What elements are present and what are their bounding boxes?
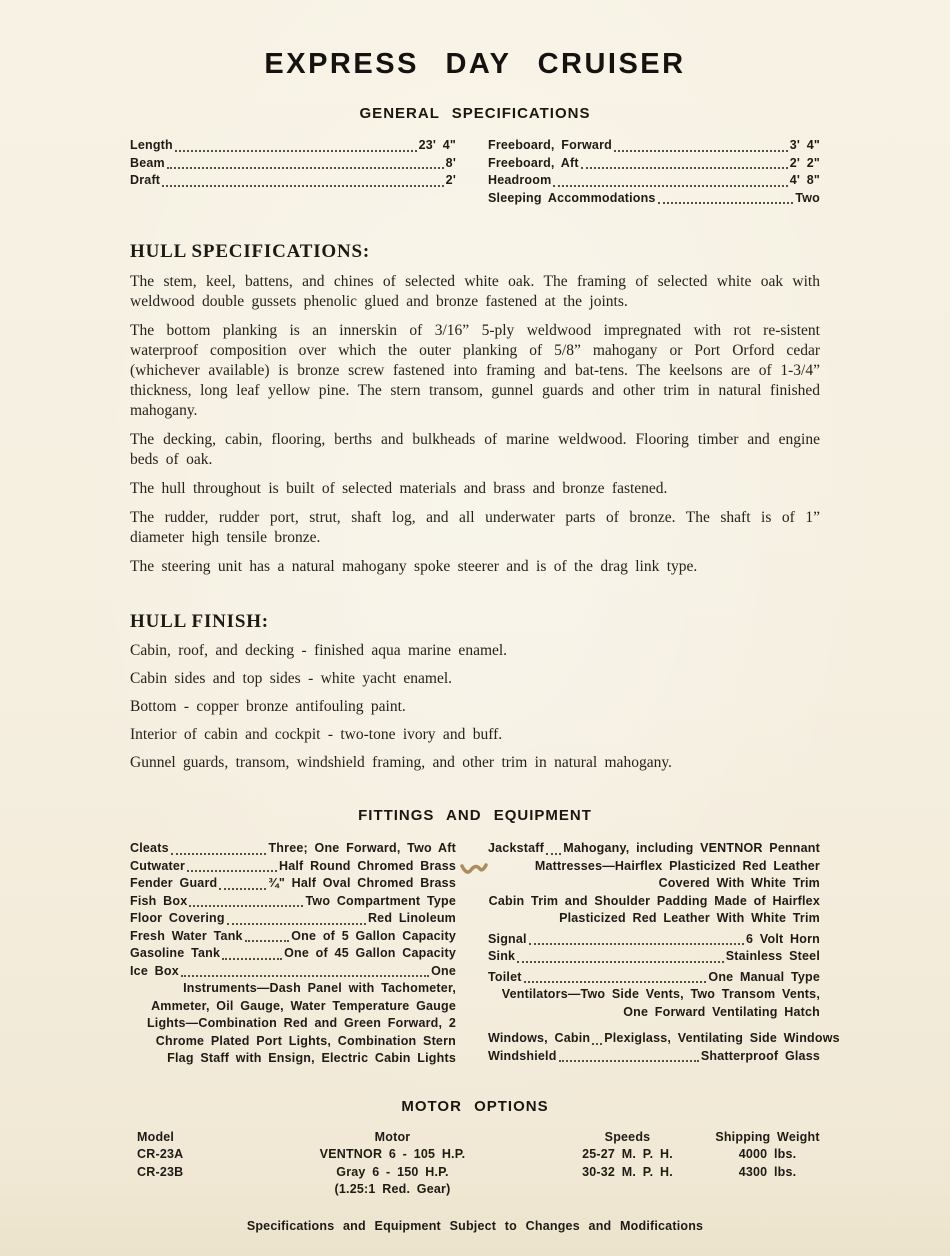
table-cell-motor: VENTNOR 6 - 105 H.P.	[319, 1147, 466, 1161]
general-specifications-heading: GENERAL SPECIFICATIONS	[359, 105, 591, 122]
hull-finish-line: Cabin sides and top sides - white yacht enamel.	[130, 670, 453, 687]
fitting-row-windows-cabin: Windows, Cabin Plexiglass, Ventilating Side Windows	[488, 1031, 840, 1045]
column-header-model: Model	[137, 1129, 175, 1144]
disclaimer-text: Specifications and Equipment Subject to Changes and Modifications	[246, 1218, 704, 1233]
column-header-speeds: Speeds	[604, 1129, 651, 1144]
hull-specifications-heading: HULL SPECIFICATIONS:	[130, 241, 371, 262]
fitting-row-jackstaff: Jackstaff Mahogany, including VENTNOR Pennant	[488, 841, 820, 855]
fitting-row-fender-guard: Fender Guard ¾" Half Oval Chromed Brass	[130, 876, 456, 890]
fitting-row-fish-box: Fish Box Two Compartment Type	[130, 893, 456, 908]
hull-spec-paragraph: The hull throughout is built of selected materials and brass and bronze fastened.	[130, 480, 668, 497]
hull-spec-paragraph: The decking, cabin, flooring, berths and bulkheads of marine weldwood. Flooring timber and engine beds of oak.	[130, 431, 820, 468]
hull-specifications-section	[130, 241, 820, 577]
hull-spec-paragraph: The stem, keel, battens, and chines of selected white oak. The framing of selected white oak with weldwood double gussets phenolic glued and bronze fastened at the joints.	[130, 273, 820, 310]
dot-leader	[167, 167, 444, 169]
motor-options-table	[130, 1129, 820, 1199]
dot-leader	[546, 853, 561, 855]
general-specs-left-column	[130, 137, 456, 207]
table-cell-speeds: 30-32 M. P. H.	[582, 1164, 673, 1179]
dot-leader	[559, 1060, 699, 1062]
table-cell-model: CR-23A	[137, 1147, 184, 1161]
dot-leader	[227, 923, 366, 925]
dot-leader	[614, 150, 788, 152]
table-cell-weight: 4000 lbs.	[738, 1147, 797, 1161]
fitting-row-windshield: Windshield Shatterproof Glass	[488, 1048, 820, 1063]
fitting-row-signal: Signal 6 Volt Horn	[488, 931, 820, 946]
column-header-motor: Motor	[374, 1129, 411, 1144]
general-specs-right-column	[488, 137, 820, 207]
dot-leader	[658, 202, 794, 204]
general-specs-columns	[130, 137, 820, 207]
dot-leader	[245, 940, 290, 942]
motor-reduction-gear-note: (1.25:1 Red. Gear)	[334, 1182, 451, 1196]
dot-leader	[517, 961, 724, 963]
motor-options-heading: MOTOR OPTIONS	[401, 1097, 549, 1115]
table-cell-speeds: 25-27 M. P. H.	[582, 1147, 673, 1161]
fitting-row-lights: Lights—Combination Red and Green Forward, 2 Chrome Plated Port Lights, Combination Stern Flag Staff with Ensign, Electric Cabin Lights	[146, 1016, 456, 1065]
fitting-row-instruments: Instruments—Dash Panel with Tachometer, Ammeter, Oil Gauge, Water Temperature Gauge	[151, 981, 456, 1013]
fitting-row-gasoline-tank: Gasoline Tank One of 45 Gallon Capacity	[130, 946, 456, 960]
fitting-row-ventilators: Ventilators—Two Side Vents, Two Transom Vents, One Forward Ventilating Hatch	[501, 987, 820, 1019]
fittings-right-column	[488, 840, 840, 1068]
dot-leader	[553, 185, 787, 187]
hull-spec-paragraph: The rudder, rudder port, strut, shaft log, and all underwater parts of bronze. The shaft is of 1” diameter high tensile bronze.	[130, 509, 820, 546]
dot-leader	[181, 975, 429, 977]
spec-row-length: Length 23' 4"	[130, 138, 456, 152]
spec-row-freeboard-forward: Freeboard, Forward 3' 4"	[488, 138, 820, 152]
dot-leader	[592, 1043, 602, 1045]
hull-finish-line: Gunnel guards, transom, windshield framing, and other trim in natural mahogany.	[130, 754, 672, 771]
hull-finish-section	[130, 611, 820, 773]
spec-row-draft: Draft 2'	[130, 173, 456, 187]
fittings-equipment-heading: FITTINGS AND EQUIPMENT	[358, 807, 592, 824]
spec-row-headroom: Headroom 4' 8"	[488, 173, 820, 187]
spec-row-beam: Beam 8'	[130, 155, 456, 170]
fitting-row-sink: Sink Stainless Steel	[488, 949, 820, 963]
fitting-row-floor-covering: Floor Covering Red Linoleum	[130, 911, 456, 925]
fitting-row-ice-box: Ice Box One	[130, 963, 456, 978]
fitting-row-cabin-trim: Cabin Trim and Shoulder Padding Made of Hairflex Plasticized Red Leather With White Trim	[488, 893, 820, 925]
fitting-row-toilet: Toilet One Manual Type	[488, 969, 820, 984]
fitting-row-cleats: Cleats Three; One Forward, Two Aft	[130, 841, 456, 855]
fitting-row-cutwater: Cutwater Half Round Chromed Brass	[130, 858, 456, 873]
stain-mark	[460, 860, 490, 878]
dot-leader	[171, 853, 267, 855]
fittings-left-column	[130, 840, 456, 1068]
column-header-shipping-weight: Shipping Weight	[715, 1129, 820, 1144]
dot-leader	[175, 150, 417, 152]
table-cell-weight: 4300 lbs.	[738, 1164, 797, 1179]
hull-finish-line: Interior of cabin and cockpit - two-tone ivory and buff.	[130, 726, 503, 743]
fitting-row-mattresses: Mattresses—Hairflex Plasticized Red Leather Covered With White Trim	[534, 858, 820, 890]
page-title: EXPRESS DAY CRUISER	[264, 48, 686, 80]
table-cell-motor: Gray 6 - 150 H.P. (1.25:1 Red. Gear)	[245, 1164, 540, 1199]
spec-row-sleeping: Sleeping Accommodations Two	[488, 190, 820, 205]
dot-leader	[187, 870, 277, 872]
dot-leader	[222, 958, 282, 960]
fitting-row-fresh-water-tank: Fresh Water Tank One of 5 Gallon Capacity	[130, 928, 456, 943]
hull-finish-line: Cabin, roof, and decking - finished aqua marine enamel.	[130, 642, 508, 659]
dot-leader	[162, 185, 444, 187]
hull-spec-paragraph: The steering unit has a natural mahogany spoke steerer and is of the drag link type.	[130, 558, 698, 575]
hull-finish-heading: HULL FINISH:	[130, 611, 269, 632]
dot-leader	[529, 943, 744, 945]
dot-leader	[189, 905, 303, 907]
dot-leader	[524, 981, 707, 983]
hull-spec-paragraph: The bottom planking is an innerskin of 3/16” 5-ply weldwood impregnated with rot re-sistent waterproof composition over which the outer planking of 5/8” mahogany or Port Orford cedar (whichever available) is bronze screw fastened into framing and bat-tens. The keelsons are of 1-3/4” thickness, long leaf yellow pine. The stern transom, gunnel guards and other trim in natural finished mahogany.	[130, 322, 820, 419]
dot-leader	[219, 888, 266, 890]
spec-row-freeboard-aft: Freeboard, Aft 2' 2"	[488, 155, 820, 170]
table-cell-model: CR-23B	[137, 1164, 184, 1179]
dot-leader	[581, 167, 788, 169]
hull-finish-line: Bottom - copper bronze antifouling paint.	[130, 698, 406, 715]
